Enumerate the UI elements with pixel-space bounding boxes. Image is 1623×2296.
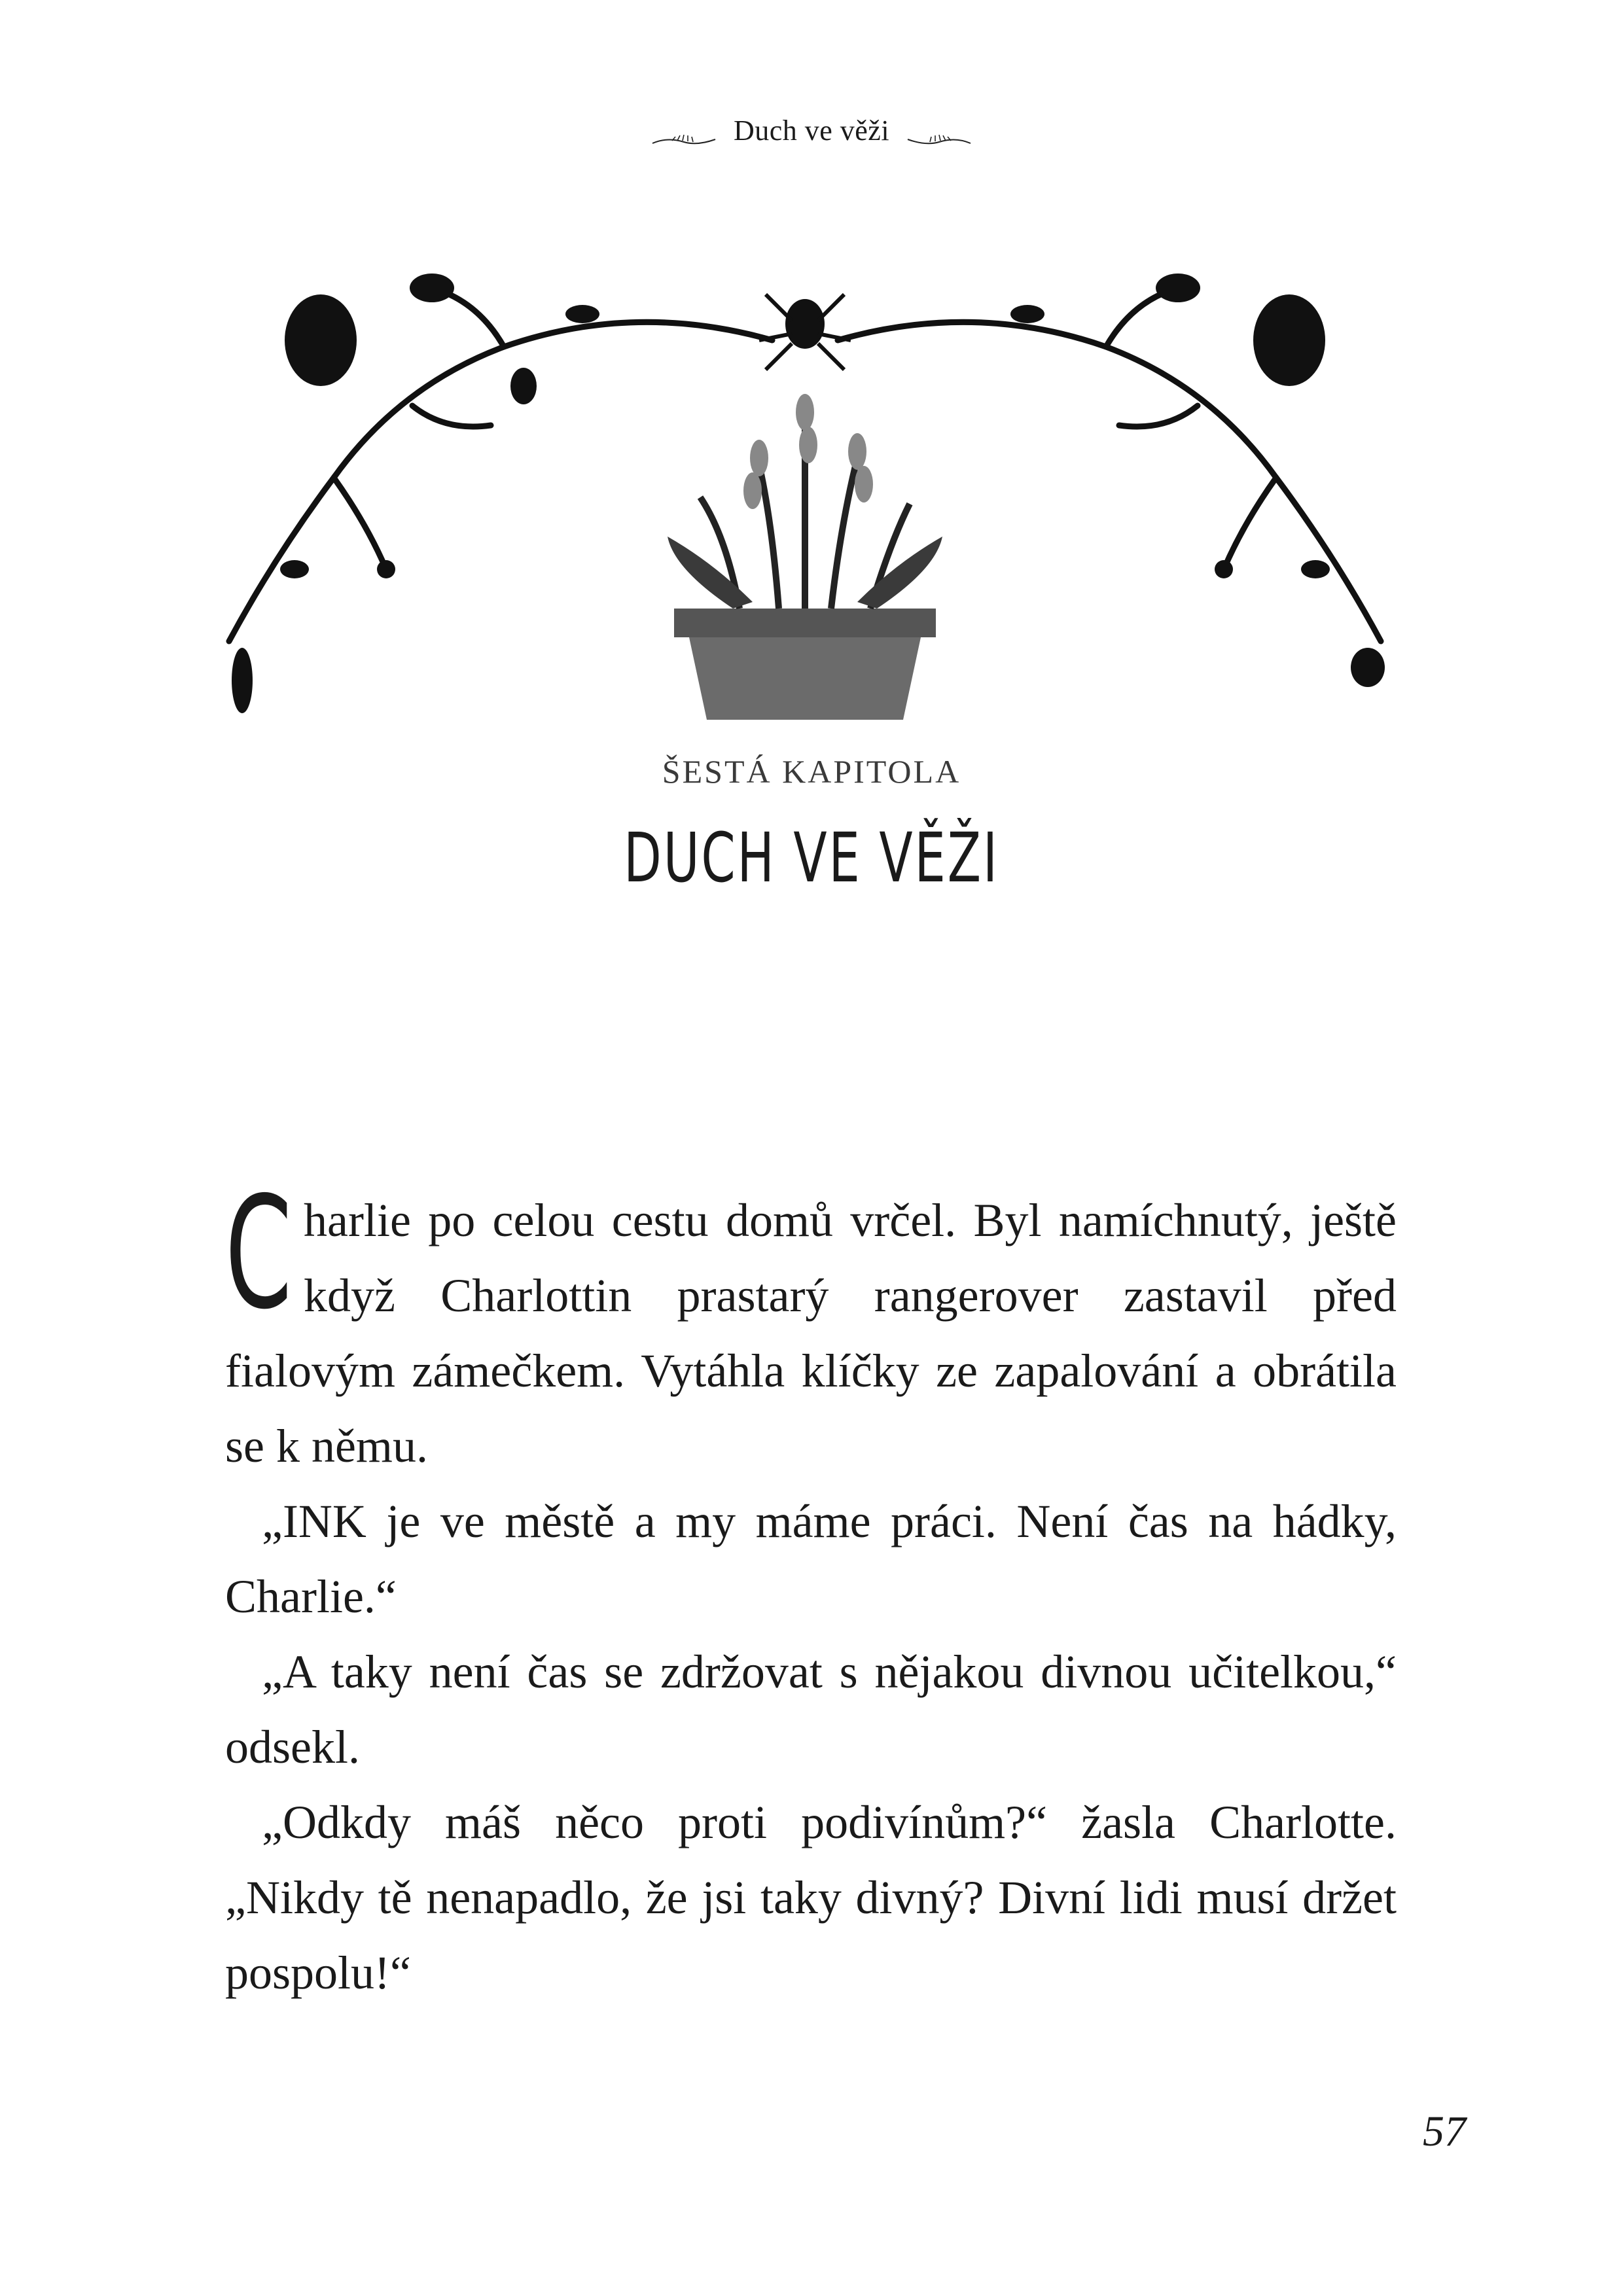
ornament-right-icon <box>906 122 972 139</box>
paragraph-1 <box>225 1163 1397 1484</box>
page-number: 57 <box>1423 2108 1466 2155</box>
drop-cap: C <box>225 1163 293 1343</box>
running-head <box>0 111 1623 147</box>
chapter-label: ŠESTÁ KAPITOLA <box>662 753 961 790</box>
paragraph-4: „Odkdy máš něco proti podivínům?“ žasla Charlotte. „Nikdy tě nenapadlo, že jsi taky divný? Divní lidi musí držet pospolu!“ <box>225 1796 1397 1999</box>
chapter-title: DUCH VE VĚŽI <box>624 818 999 898</box>
paragraph-2: „INK je ve městě a my máme práci. Není čas na hádky, Charlie.“ <box>225 1495 1397 1623</box>
paragraph-1-text: harlie po celou cestu domů vrčel. Byl namíchnutý, ještě když Charlottin prastarý rangerover zastavil před fialovým zámečkem. Vytáhla klíčky ze zapalování a obrátila se k němu. <box>225 1194 1397 1472</box>
ornament-left-icon <box>651 122 717 139</box>
chapter-vignette-illustration <box>216 262 1394 746</box>
running-head-text: Duch ve věži <box>733 115 890 147</box>
paragraph-3: „A taky není čas se zdržovat s nějakou divnou učitelkou,“ odsekl. <box>225 1646 1397 1773</box>
body-text <box>225 1163 1397 2011</box>
